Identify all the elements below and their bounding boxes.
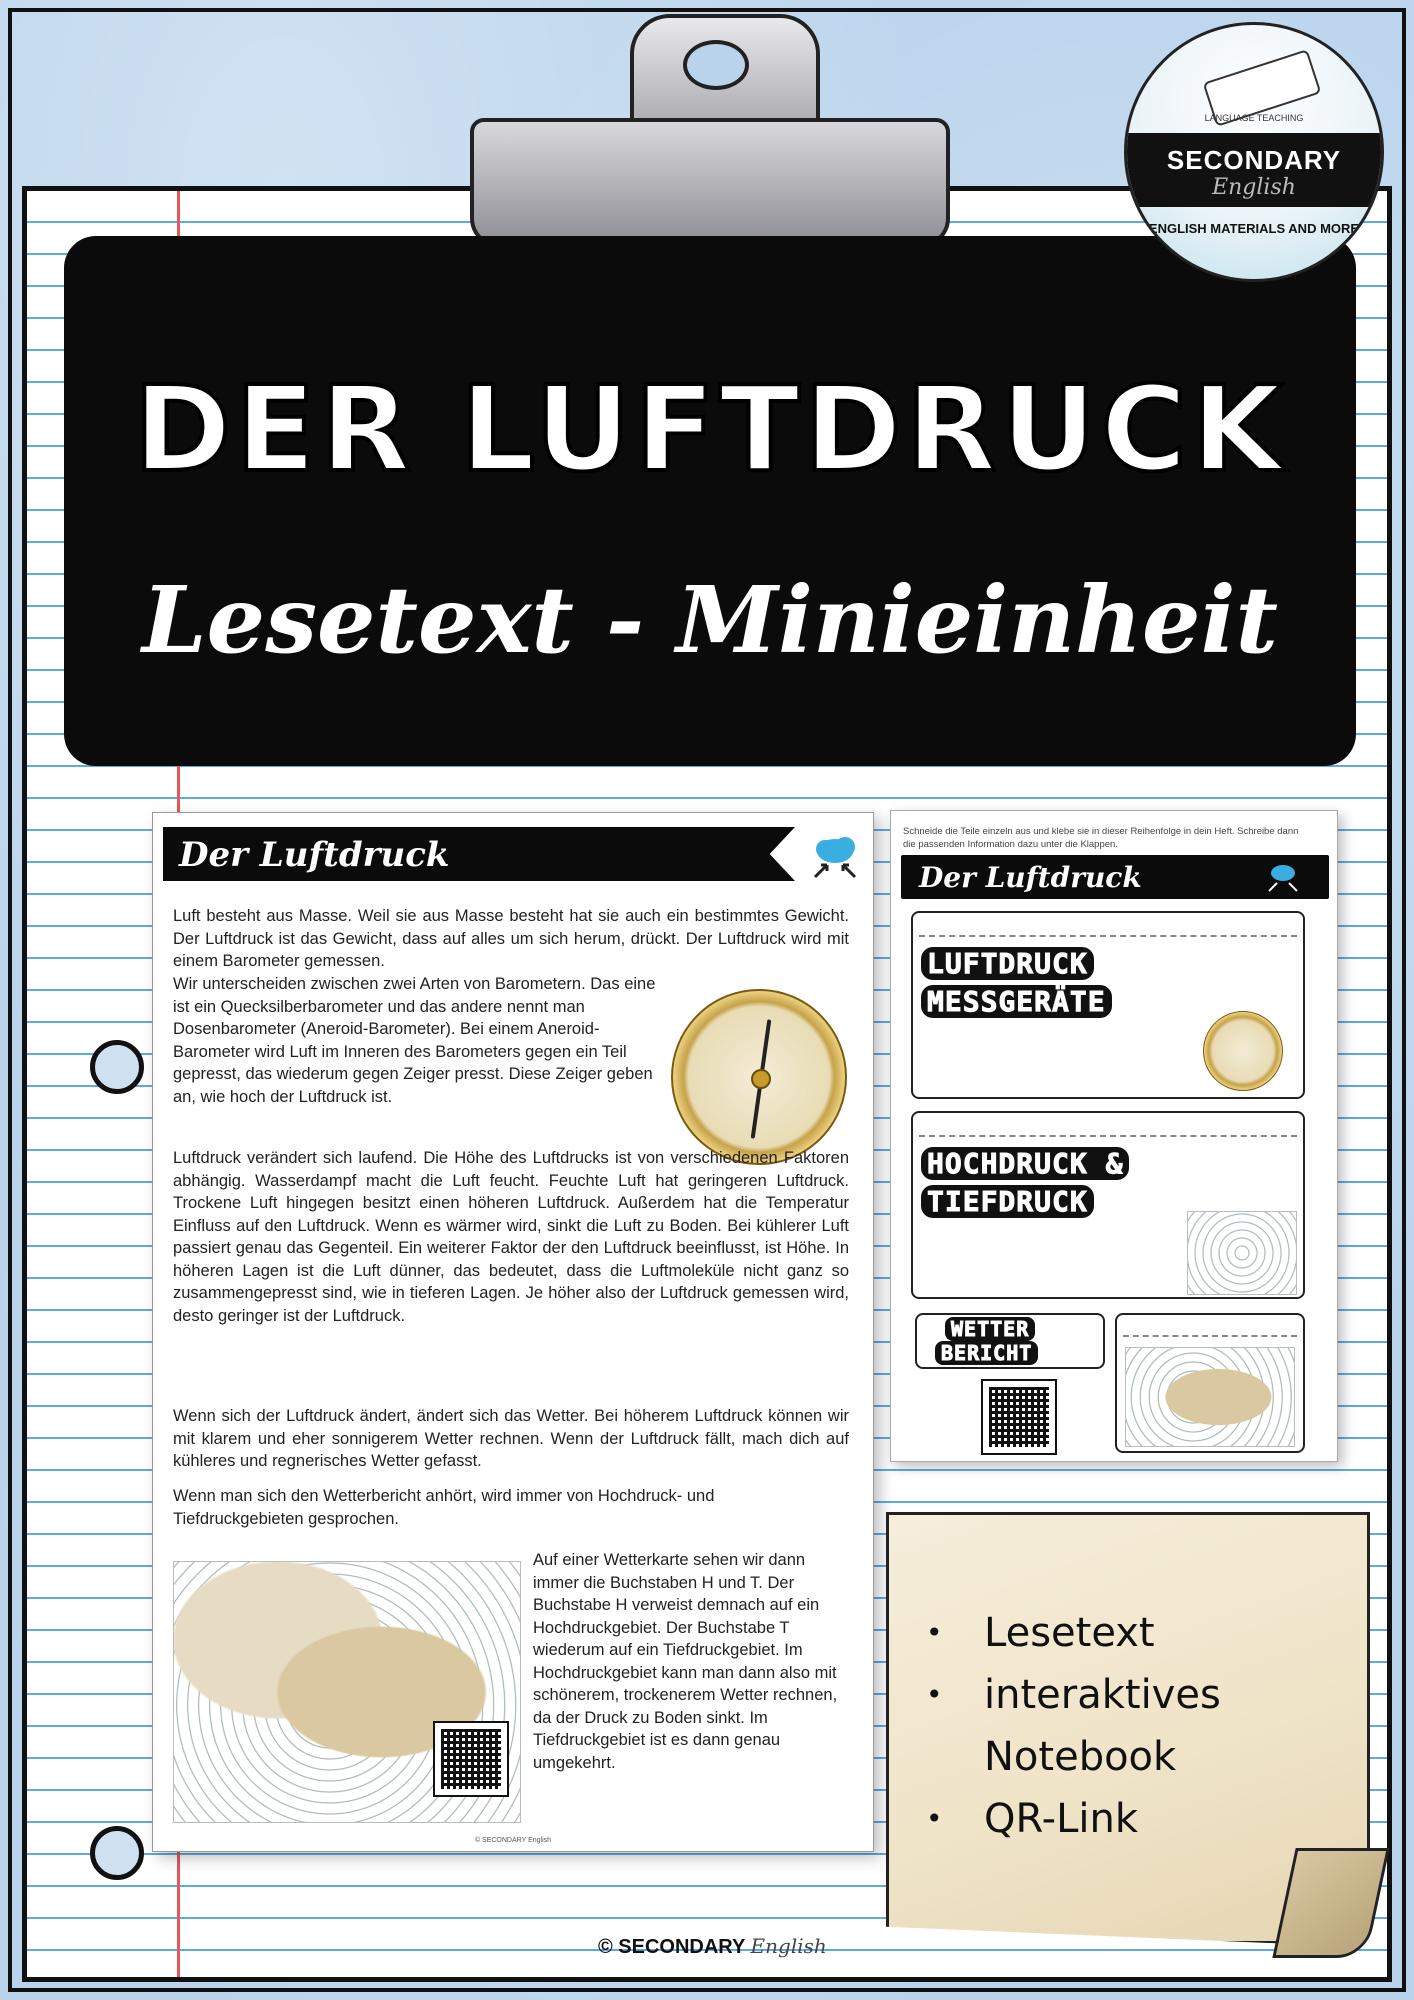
logo-name: SECONDARY [1166, 145, 1342, 175]
clipboard-clip-base [470, 118, 950, 248]
page-title: DER LUFTDRUCK [133, 360, 1287, 498]
bullet: • [926, 1802, 943, 1835]
copyright-script: English [750, 1934, 827, 1958]
paragraph: Wenn man sich den Wetterbericht anhört, wird immer von Hochdruck- und Tiefdruckgebieten gesprochen. [173, 1487, 715, 1528]
bullet: • [926, 1616, 943, 1649]
cloud-pressure-icon [807, 829, 863, 885]
punch-hole [90, 1040, 144, 1094]
paragraph: Auf einer Wetterkarte sehen wir dann immer die Buchstaben H und T. Der Buchstabe H verweist demnach auf ein Hochdruckgebiet. Der Buchstabe T wiederum auf ein Tiefdruckgebiet. Im Hochdruckgebiet kann man dann also mit schönerem, trockenerem Wetter rechnen, da der Druck zu Boden sinkt. Im Tiefdruckgebiet ist es dann genau umgekehrt. [533, 1551, 838, 1772]
flap-label: WETTER [945, 1317, 1035, 1341]
clip-hole [683, 40, 749, 90]
page-subtitle: Lesetext - Minieinheit [141, 566, 1279, 674]
flap-weather-report [915, 1313, 1105, 1369]
feature-list [916, 1602, 1336, 1850]
paragraph: Wenn sich der Luftdruck ändert, ändert sich das Wetter. Bei höherem Luftdruck können wir mit klarem und eher sonnigerem Wetter rechnen. Wenn der Luftdruck fällt, mach dich auf kühleres und regnerisches Wetter gefasst. [173, 1407, 849, 1470]
fold-line [919, 935, 1297, 937]
logo-small-text: LANGUAGE TEACHING [1204, 113, 1304, 123]
title-banner [64, 236, 1356, 766]
paragraph: Luftdruck verändert sich laufend. Die Höhe des Luftdrucks ist von verschiedenen Faktoren abhängig. Wasserdampf macht die Luft feucht. Feuchte Luft hat geringeren Luftdruck. Trockene Luft hingegen besitzt einen höheren Luftdruck. Außerdem hat die Temperatur Einfluss auf den Luftdruck. Wenn es wärmer wird, sinkt die Luft zu Boden. Bei kühlerer Luft passiert genau das Gegenteil. Ein weiterer Faktor der den Luftdruck beeinflusst, ist Höhe. In höheren Lagen ist die Luft dünner, das bedeutet, dass die Luftmoleküle nicht ganz so zusammengepresst sind, wie in tieferen Lagen. Je höher also der Luftdruck gemessen wird, desto geringer ist der Luftdruck. [173, 1149, 849, 1325]
barometer-center [751, 1069, 771, 1089]
flap-label: BERICHT [935, 1341, 1038, 1365]
bullet: • [926, 1678, 943, 1711]
qr-code [435, 1723, 507, 1795]
brand-logo [1124, 22, 1384, 282]
flap-label: HOCHDRUCK & [921, 1147, 1129, 1180]
paragraph: Luft besteht aus Masse. Weil sie aus Masse besteht hat sie auch ein bestimmtes Gewicht. Der Luftdruck ist das Gewicht, dass auf alles um sich herum, drückt. Der Luftdruck wird mit einem Barometer gemessen. [173, 907, 849, 970]
list-item [916, 1664, 1336, 1788]
logo-script: English [1212, 175, 1296, 200]
notebook-preview [890, 810, 1338, 1462]
paragraph: Wir unterscheiden zwischen zwei Arten von Barometern. Das eine ist ein Quecksilberbarometer und das andere nennt man Dosenbarometer (Aneroid-Barometer). Bei einem Aneroid-Barometer wird Luft im Inneren des Barometers gegen ein Teil gepresst, das wiederum gegen Zeiger presst. Diese Zeiger geben an, wie hoch der Luftdruck ist. [173, 975, 656, 1106]
weather-map-image [1125, 1347, 1295, 1447]
copyright-brand: © SECONDARY [598, 1936, 745, 1958]
weather-map-image [1187, 1211, 1297, 1295]
reading-text-preview [152, 812, 874, 1852]
preview-title: Der Luftdruck [179, 835, 450, 875]
flap-label: TIEFDRUCK [921, 1185, 1094, 1218]
preview-title: Der Luftdruck [919, 861, 1142, 894]
list-item-label: interaktives Notebook [984, 1672, 1221, 1780]
list-item-label: QR-Link [984, 1796, 1139, 1842]
preview-footer: © SECONDARY English [474, 1837, 552, 1844]
list-item [916, 1602, 1336, 1664]
fold-line [1123, 1335, 1297, 1337]
instructions: Schneide die Teile einzeln aus und klebe sie in dieser Reihenfolge in dein Heft. Schreibe dann die passenden Information dazu unter die Klappen. [903, 826, 1299, 850]
copyright [598, 1934, 827, 1959]
punch-hole [90, 1826, 144, 1880]
list-item-label: Lesetext [984, 1610, 1155, 1656]
flap-label: LUFTDRUCK [921, 947, 1094, 980]
qr-code [983, 1381, 1055, 1453]
barometer-image [671, 989, 847, 1165]
barometer-image [1203, 1011, 1283, 1091]
logo-tagline: ENGLISH MATERIALS AND MORE [1148, 221, 1360, 236]
list-item [916, 1788, 1336, 1850]
cloud-pressure-icon [1265, 861, 1301, 893]
fold-line [919, 1135, 1297, 1137]
flap-label: MESSGERÄTE [921, 985, 1112, 1018]
